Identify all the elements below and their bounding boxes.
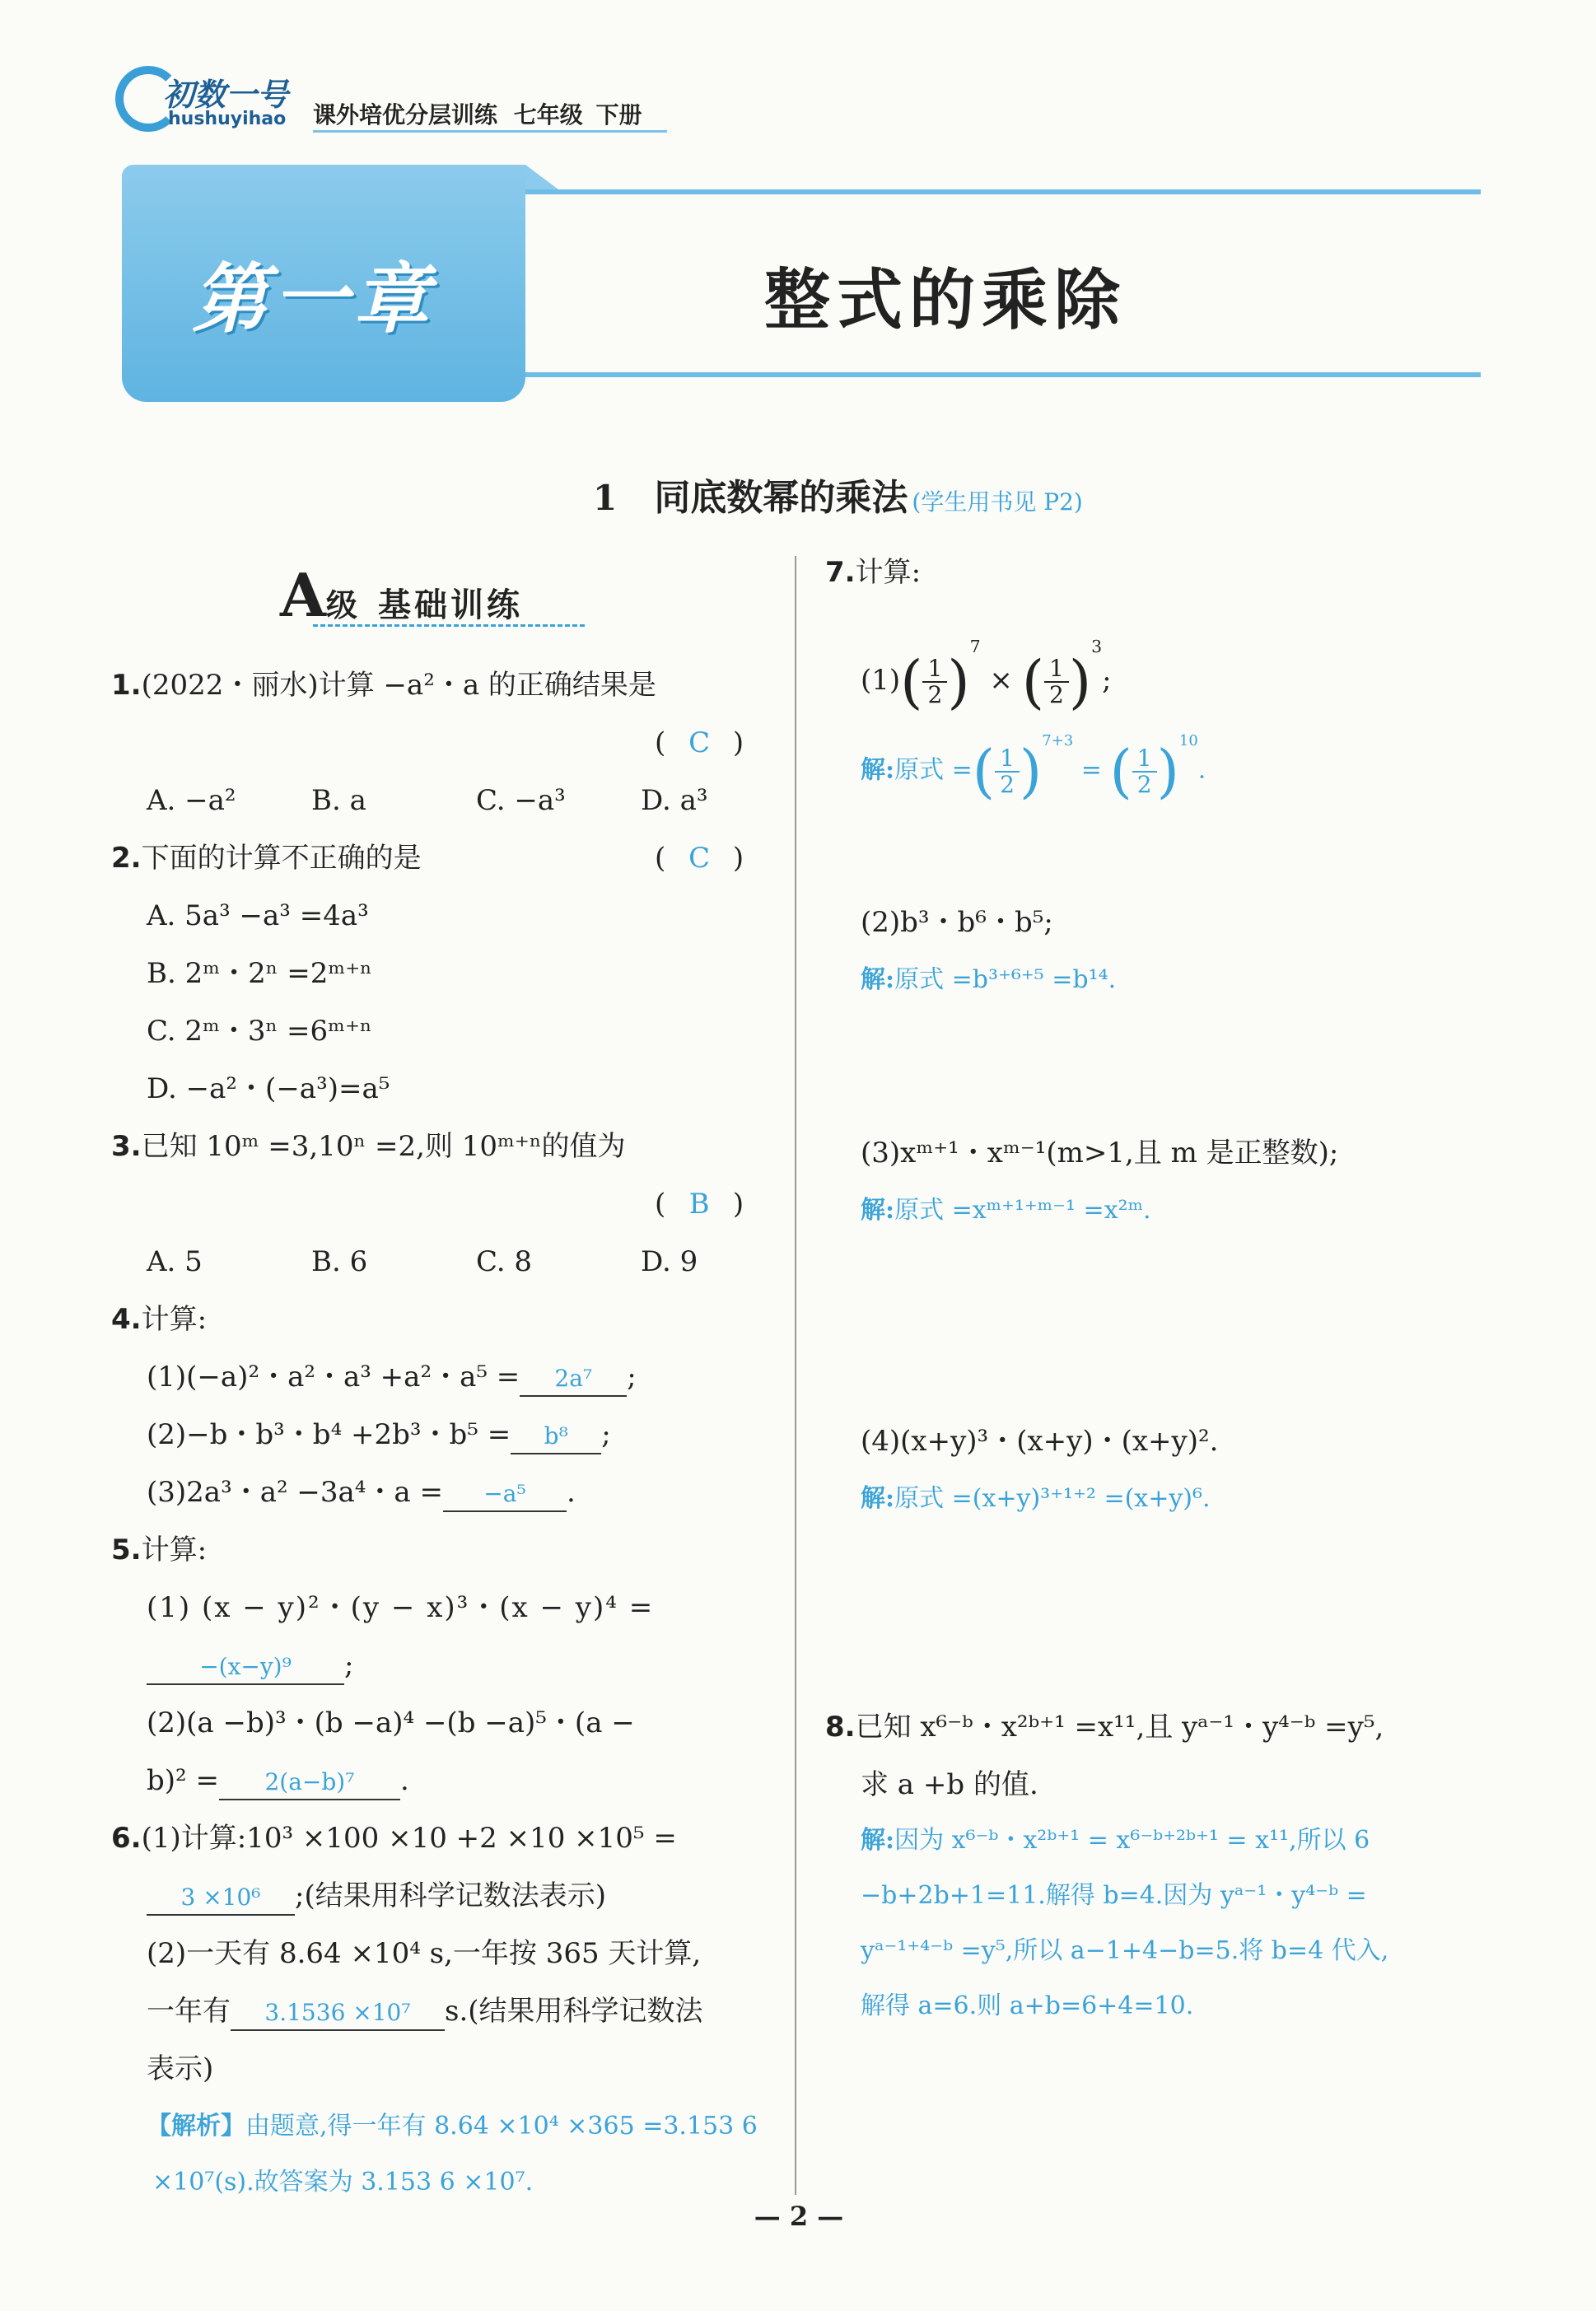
q3-options <box>147 1245 698 1278</box>
q1-option-a: A. −a² <box>147 784 236 817</box>
q6-answer-1: 3 ×10⁶ <box>147 1881 295 1916</box>
level-underline <box>313 624 585 627</box>
header-logo <box>115 58 313 140</box>
q4-part-2-text: (2)−b・b³・b⁴ +2b³・b⁵ = <box>147 1418 511 1451</box>
chapter-label: 第一章 <box>192 255 435 343</box>
q8-sol-tag: 解: <box>861 1826 895 1855</box>
q4-part-1-text: (1)(−a)²・a²・a³ +a²・a⁵ = <box>147 1361 520 1394</box>
question-6 <box>111 1822 677 1855</box>
logo-pinyin: hushuyihao <box>168 109 287 129</box>
q7-number: 7. <box>825 556 856 589</box>
q5-text: 计算: <box>141 1534 208 1566</box>
q1-option-d: D. a³ <box>641 784 708 817</box>
section-title <box>593 468 1083 521</box>
question-1 <box>111 669 656 702</box>
q4-part-3-text: (3)2a³・a² −3a⁴・a = <box>147 1476 443 1509</box>
q4-text: 计算: <box>141 1303 208 1336</box>
q7-sol-4-text: 原式 =(x+y)³⁺¹⁺² =(x+y)⁶. <box>894 1484 1211 1513</box>
q8-text-1: 已知 x⁶⁻ᵇ・x²ᵇ⁺¹ =x¹¹,且 yᵃ⁻¹・y⁴⁻ᵇ =y⁵, <box>855 1711 1384 1744</box>
q4-part-2: (2)−b・b³・b⁴ +2b³・b⁵ = b⁸ ; <box>147 1418 611 1454</box>
q1-text: (2022・丽水)计算 −a²・a 的正确结果是 <box>141 669 656 702</box>
q5-part-1-answer-line: −(x−y)⁹ ; <box>147 1649 353 1685</box>
q8-solution-line-3: yᵃ⁻¹⁺⁴⁻ᵇ =y⁵,所以 a−1+4−b=5.将 b=4 代入, <box>861 1936 1389 1965</box>
q3-option-c: C. 8 <box>476 1245 533 1278</box>
q8-sol-text-1: 因为 x⁶⁻ᵇ・x²ᵇ⁺¹ = x⁶⁻ᵇ⁺²ᵇ⁺¹ = x¹¹,所以 6 <box>894 1826 1370 1855</box>
q3-answer-bracket: ( B ) <box>655 1188 744 1221</box>
q7-part-1: (1)( $\frac{1}{2}$ )$^7$ × ( $\frac{1}{2}$ )$^3$; <box>861 637 1112 716</box>
q7-sol-2-text: 原式 =b³⁺⁶⁺⁵ =b¹⁴. <box>894 965 1117 994</box>
q6-answer-2: 3.1536 ×10⁷ <box>231 1996 445 2031</box>
q7-sol-tag-4: 解: <box>861 1484 895 1513</box>
q2-option-d: D. −a²・(−a³)=a⁵ <box>147 1072 390 1105</box>
q4-part-1: (1)(−a)²・a²・a³ +a²・a⁵ = 2a⁷ ; <box>147 1361 637 1397</box>
chapter-banner <box>122 165 1481 402</box>
q8-number: 8. <box>825 1711 856 1744</box>
q1-option-b: B. a <box>311 784 366 817</box>
q7-part-1-label: (1) <box>861 663 901 697</box>
q3-option-a: A. 5 <box>147 1245 203 1278</box>
grade: 七年级 <box>513 101 583 128</box>
q7-text: 计算: <box>855 556 922 589</box>
q7-solution-4 <box>861 1482 1211 1515</box>
q5-part-1-text: (1) (x − y)²・(y − x)³・(x − y)⁴ = <box>147 1591 655 1624</box>
q7-exponent-1: 7 <box>969 637 981 656</box>
q4-answer-1: 2a⁷ <box>520 1362 627 1397</box>
q6-part-2-line <box>147 1995 703 2031</box>
q6-number: 6. <box>111 1822 142 1855</box>
q2-number: 2. <box>111 842 142 875</box>
q2-answer-bracket: ( C ) <box>655 842 744 875</box>
q7-sol-tag-2: 解: <box>861 965 895 994</box>
question-5 <box>111 1534 207 1566</box>
q2-option-b: B. 2ᵐ・2ⁿ =2ᵐ⁺ⁿ <box>147 957 372 990</box>
chapter-title: 整式的乘除 <box>764 262 1127 338</box>
q1-answer-bracket: ( C ) <box>655 726 744 759</box>
page-number: — 2 — <box>754 2201 844 2232</box>
q6-analysis-line-2: ×10⁷(s).故答案为 3.153 6 ×10⁷. <box>152 2168 534 2197</box>
q7-fraction-2: $\frac{1}{2}$ <box>1044 656 1069 707</box>
q4-answer-3: −a⁵ <box>443 1478 567 1512</box>
q6-part-1-answer-line <box>147 1879 606 1916</box>
level-header <box>280 560 593 630</box>
q4-number: 4. <box>111 1303 142 1336</box>
logo-title: 初数一号 <box>163 77 289 113</box>
q5-part-2-cont: b)² = 2(a−b)⁷ . <box>147 1764 409 1800</box>
volume: 下册 <box>595 101 642 128</box>
q8-solution-line-1 <box>861 1824 1370 1857</box>
q7-part-2: (2)b³・b⁶・b⁵; <box>861 906 1053 939</box>
q7-sol-3-text: 原式 =xᵐ⁺¹⁺ᵐ⁻¹ =x²ᵐ. <box>894 1196 1151 1225</box>
chapter-top-line <box>525 189 1481 194</box>
q6-part-1-text: (1)计算:10³ ×100 ×10 +2 ×10 ×10⁵ = <box>141 1822 677 1855</box>
section-number: 1 <box>593 478 618 518</box>
q6-analysis-tag: 【解析】 <box>147 2112 245 2141</box>
q2-option-a: A. 5a³ −a³ =4a³ <box>147 899 369 932</box>
q7-sol-fraction-2: $\frac{1}{2}$ <box>1132 746 1157 797</box>
section-name: 同底数幂的乘法 <box>654 477 908 519</box>
q6-part-1-note: ;(结果用科学记数法表示) <box>295 1879 606 1912</box>
q2-answer: C <box>688 842 711 875</box>
q3-option-d: D. 9 <box>641 1245 698 1278</box>
q1-option-c: C. −a³ <box>476 784 566 817</box>
level-suffix: 级 <box>325 587 357 623</box>
q3-option-b: B. 6 <box>311 1245 368 1278</box>
q1-answer: C <box>688 726 711 759</box>
header-series-bar <box>313 97 667 133</box>
q7-exponent-2: 3 <box>1091 637 1103 656</box>
q7-sol-exponent-2: 10 <box>1178 732 1198 749</box>
q5-part-2-cont-text: b)² = <box>147 1764 219 1797</box>
q6-analysis-line-1 <box>147 2110 758 2143</box>
q7-sol-1-prefix: 原式 = <box>894 755 973 785</box>
series-name: 课外培优分层训练 <box>313 101 498 128</box>
q6-part-2-prefix: 一年有 <box>147 1995 231 2028</box>
chapter-tab <box>525 165 558 189</box>
q2-text: 下面的计算不正确的是 <box>141 842 422 875</box>
q5-answer-2: 2(a−b)⁷ <box>219 1766 400 1800</box>
q3-answer: B <box>688 1188 710 1221</box>
column-divider <box>795 556 796 2195</box>
q6-analysis-text-1: 由题意,得一年有 8.64 ×10⁴ ×365 =3.153 6 <box>245 2112 758 2141</box>
q8-solution-line-2: −b+2b+1=11.解得 b=4.因为 yᵃ⁻¹・y⁴⁻ᵇ = <box>861 1881 1367 1910</box>
q8-solution-line-4: 解得 a=6.则 a+b=6+4=10. <box>861 1991 1194 2020</box>
question-4 <box>111 1303 207 1336</box>
q7-sol-fraction-1: $\frac{1}{2}$ <box>995 746 1020 797</box>
q7-fraction-1: $\frac{1}{2}$ <box>922 656 947 707</box>
q8-text-2: 求 a +b 的值. <box>861 1768 1038 1801</box>
question-2 <box>111 842 422 875</box>
q5-part-2-text: (2)(a −b)³・(b −a)⁴ −(b −a)⁵・(a − <box>147 1706 635 1739</box>
q3-number: 3. <box>111 1130 142 1163</box>
q1-options <box>147 784 708 817</box>
chapter-bottom-line <box>525 372 1481 377</box>
q7-solution-2 <box>861 964 1116 997</box>
q7-solution-3 <box>861 1194 1151 1227</box>
q1-number: 1. <box>111 669 142 702</box>
q5-number: 5. <box>111 1534 142 1566</box>
q6-part-2-text: (2)一天有 8.64 ×10⁴ s,一年按 365 天计算, <box>147 1937 702 1970</box>
q7-solution-1: 解:原式 =( $\frac{1}{2}$ )$^{7+3}$ = ( $\frac{1}{2}$ )$^{10}$. <box>861 732 1206 805</box>
section-ref: (学生用书见 P2) <box>912 488 1083 516</box>
q7-part-4: (4)(x+y)³・(x+y)・(x+y)². <box>861 1425 1219 1458</box>
q4-part-3: (3)2a³・a² −3a⁴・a = −a⁵ . <box>147 1476 576 1512</box>
level-letter: A <box>280 560 326 630</box>
q7-sol-tag-1: 解: <box>861 755 895 785</box>
question-8 <box>825 1711 1384 1744</box>
q3-text: 已知 10ᵐ =3,10ⁿ =2,则 10ᵐ⁺ⁿ的值为 <box>141 1130 626 1163</box>
q6-part-2-end: 表示) <box>147 2052 214 2085</box>
question-7 <box>825 556 921 589</box>
q2-option-c: C. 2ᵐ・3ⁿ =6ᵐ⁺ⁿ <box>147 1015 372 1048</box>
q5-answer-1: −(x−y)⁹ <box>147 1650 344 1685</box>
q4-answer-2: b⁸ <box>511 1420 601 1454</box>
level-name: 基础训练 <box>377 586 523 624</box>
q7-sol-tag-3: 解: <box>861 1196 895 1225</box>
q6-part-2-suffix: s.(结果用科学记数法 <box>445 1995 703 2028</box>
q7-sol-exponent-1: 7+3 <box>1042 732 1074 749</box>
question-3 <box>111 1130 626 1163</box>
q7-part-3: (3)xᵐ⁺¹・xᵐ⁻¹(m>1,且 m 是正整数); <box>861 1137 1339 1170</box>
